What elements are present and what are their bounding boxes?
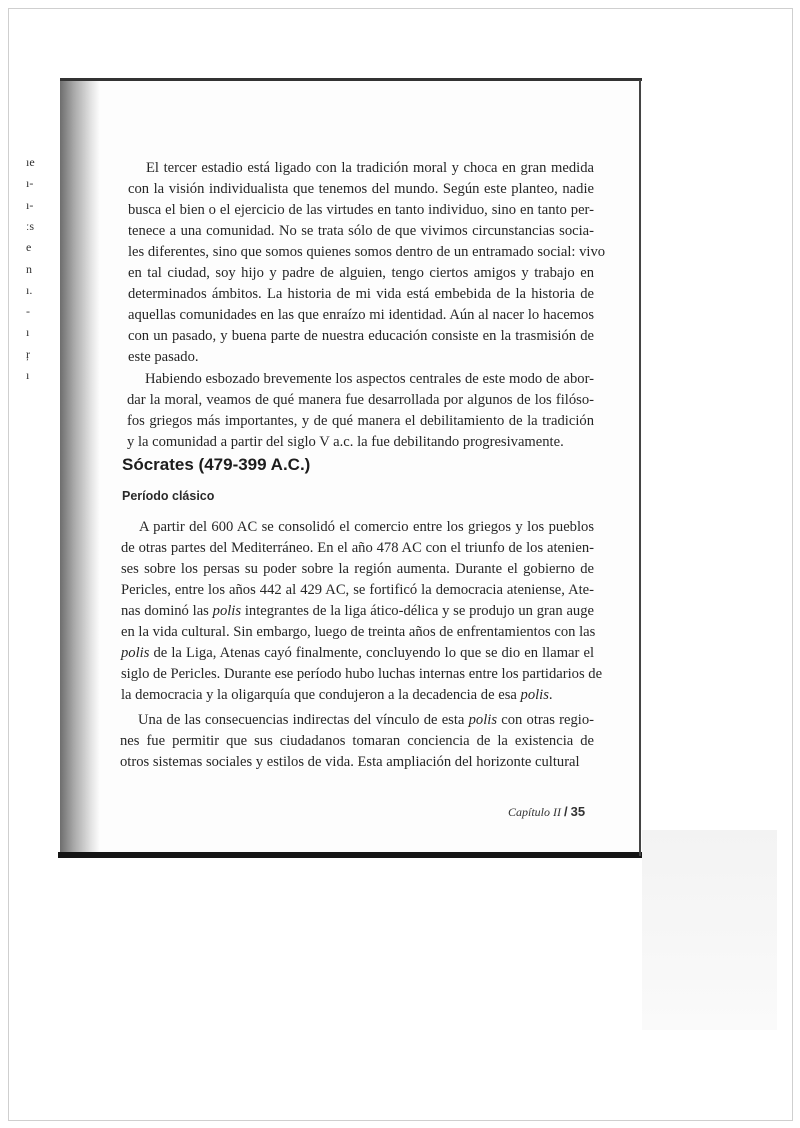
italic-term: polis xyxy=(468,712,498,728)
scan-shadow xyxy=(642,830,777,1030)
text-line xyxy=(121,685,594,706)
left-page-fragment: n xyxy=(26,261,32,276)
text-segment: integrantes de la liga ático-délica y se produjo un gran auge xyxy=(241,603,594,619)
left-page-fragment: ıe xyxy=(26,155,35,169)
italic-term: polis xyxy=(520,687,549,703)
text-segment: nas dominó las xyxy=(121,603,213,619)
text-segment: la democracia y la oligarquía que condujeron a la decadencia de esa xyxy=(121,687,521,703)
text-line: fos griegos más importantes, y de qué manera el debilitamiento de la tradición xyxy=(127,413,594,429)
text-line xyxy=(120,710,594,731)
left-page-fragment: - xyxy=(26,304,30,319)
text-line: de otras partes del Mediterráneo. En el año 478 AC con el triunfo de los atenien- xyxy=(121,540,594,556)
left-page-fragment: ːs xyxy=(26,218,35,233)
paragraph-tradition xyxy=(128,158,606,368)
page-number: 35 xyxy=(570,804,586,819)
text-line: en tal ciudad, soy hijo y padre de alguien, tengo ciertos amigos y trabajo en xyxy=(128,265,594,281)
chapter-label: Capítulo II xyxy=(508,805,561,819)
scan-top-edge xyxy=(60,78,642,81)
paragraph-consequences xyxy=(120,710,594,773)
text-line xyxy=(121,601,594,622)
footer-separator: / xyxy=(564,804,568,819)
text-line: El tercer estadio está ligado con la tradición moral y choca en gran medida xyxy=(146,160,594,176)
text-line: busca el bien o el ejercicio de las virtudes en tanto individuo, sino en tanto per- xyxy=(128,202,594,218)
text-line: este pasado. xyxy=(128,349,199,365)
text-segment: . xyxy=(548,687,553,703)
left-page-fragment: e xyxy=(26,240,32,255)
scan-right-edge xyxy=(639,80,641,856)
left-page-fragment: ı xyxy=(26,325,30,340)
text-segment: Una de las consecuencias indirectas del vínculo de esta xyxy=(138,712,469,728)
text-line: dar la moral, veamos de qué manera fue desarrollada por algunos de los filóso- xyxy=(127,392,594,408)
left-page-fragment: ı xyxy=(26,368,30,382)
text-segment: de la Liga, Atenas cayó finalmente, concluyendo lo que se dio en llamar el xyxy=(149,645,594,661)
italic-term: polis xyxy=(212,603,242,619)
text-line: con un pasado, y buena parte de nuestra educación consiste en la trasmisión de xyxy=(128,328,594,344)
left-page-fragment: ı. xyxy=(26,282,33,297)
text-segment: con otras regio- xyxy=(497,712,594,728)
text-line: determinados ámbitos. La historia de mi vida está embebida de la historia de xyxy=(128,286,594,302)
left-page-fragment: ŗ xyxy=(26,346,30,361)
text-line: siglo de Pericles. Durante ese período hubo luchas internas entre los partidarios de xyxy=(121,666,603,682)
text-line: con la visión individualista que tenemos del mundo. Según este planteo, nadie xyxy=(128,181,594,197)
subsection-title: Período clásico xyxy=(122,489,215,503)
page-footer xyxy=(508,804,585,820)
italic-term: polis xyxy=(121,645,150,661)
paragraph-history xyxy=(121,517,603,706)
text-line: ses sobre los persas su poder sobre la región aumenta. Durante el gobierno de xyxy=(121,561,594,577)
text-line: Pericles, entre los años 442 al 429 AC, se fortificó la democracia ateniense, Ate- xyxy=(121,582,594,598)
text-line: les diferentes, sino que somos quienes somos dentro de un entramado social: vivo xyxy=(128,244,606,260)
text-line xyxy=(121,643,594,664)
text-line: Habiendo esbozado brevemente los aspectos centrales de este modo de abor- xyxy=(145,371,594,387)
text-line: y la comunidad a partir del siglo V a.c. la fue debilitando progresivamente. xyxy=(127,434,564,450)
scan-bottom-edge xyxy=(58,852,642,858)
text-line: A partir del 600 AC se consolidó el comercio entre los griegos y los pueblos xyxy=(139,519,594,535)
section-title: Sócrates (479-399 A.C.) xyxy=(122,455,311,474)
left-page-fragment: ı- xyxy=(26,176,34,191)
book-gutter-shadow xyxy=(60,80,100,856)
text-line: nes fue permitir que sus ciudadanos tomaran conciencia de la existencia de xyxy=(120,733,594,749)
text-line: en la vida cultural. Sin embargo, luego de treinta años de enfrentamientos con las xyxy=(121,624,596,640)
paragraph-approach xyxy=(127,369,594,453)
text-line: tenece a una comunidad. No se trata sólo de que vivimos circunstancias socia- xyxy=(128,223,594,239)
text-line: otros sistemas sociales y estilos de vida. Esta ampliación del horizonte cultural xyxy=(120,754,580,770)
text-line: aquellas comunidades en las que enraízo mi identidad. Aún al nacer lo hacemos xyxy=(128,307,594,323)
left-page-fragment: ı- xyxy=(26,197,34,212)
